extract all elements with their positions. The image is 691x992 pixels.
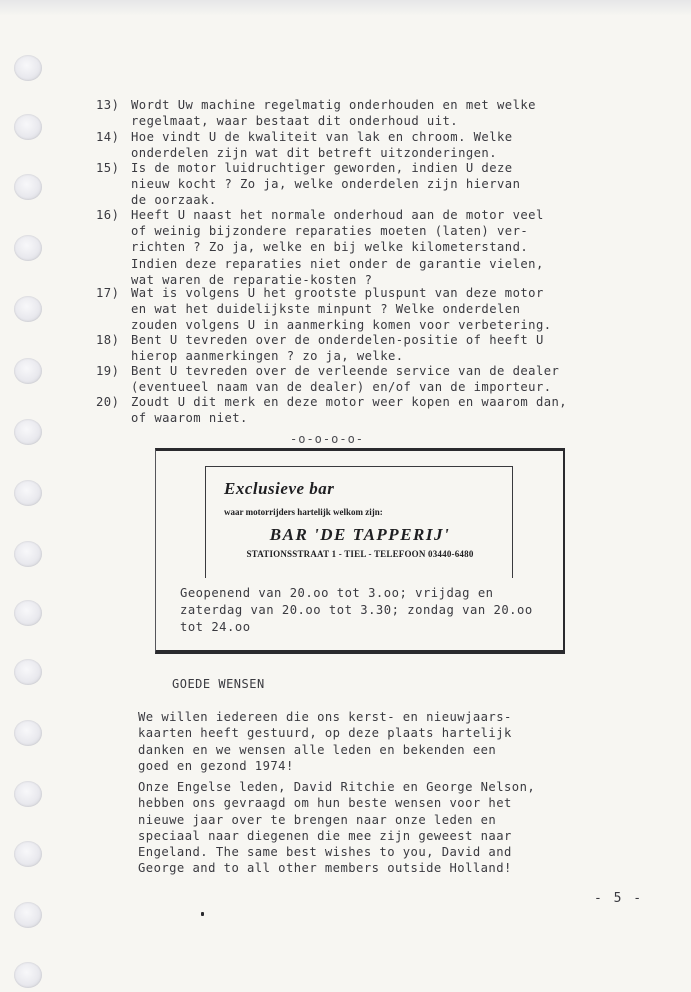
ad-opening-hours: Geopenend van 20.oo tot 3.oo; vrijdag en zaterdag van 20.oo tot 3.30; zondag van 20.oo tot 24.oo [180,586,533,634]
page-top-edge [0,0,691,16]
question-number: 15) [96,161,120,175]
question-number: 16) [96,208,120,222]
binder-hole [14,902,42,928]
question-item [96,394,636,426]
binder-hole [14,600,42,626]
question-number: 17) [96,286,120,300]
question-text: Bent U tevreden over de onderdelen-positie of heeft U hierop aanmerkingen ? zo ja, welke. [131,333,544,364]
ad-address: STATIONSSTRAAT 1 - TIEL - TELEFOON 03440-6480 [246,549,474,559]
question-text: Wat is volgens U het grootste pluspunt van deze motor en wat het duidelijkste minpunt ? Welke onderdelen zouden volgens U in aanmerking komen voor verbetering. [131,286,552,333]
binder-hole [14,541,42,567]
question-number: 13) [96,98,120,112]
question-text: Bent U tevreden over de verleende service van de dealer (eventueel naam van de dealer) en/of van de importeur. [131,364,560,395]
binder-hole [14,419,42,445]
question-text: Zoudt U dit merk en deze motor weer kopen en waarom dan, of waarom niet. [131,395,568,426]
question-text: Wordt Uw machine regelmatig onderhouden en met welke regelmaat, waar bestaat dit onderhoud uit. [131,98,536,129]
question-text: Is de motor luidruchtiger geworden, indien U deze nieuw kocht ? Zo ja, welke onderdelen zijn hiervan de oorzaak. [131,161,521,208]
question-text: Hoe vindt U de kwaliteit van lak en chroom. Welke onderdelen zijn wat dit betreft uitzonderingen. [131,130,513,161]
page-number: - 5 - [594,891,644,906]
binder-hole [14,174,42,200]
ad-title: Exclusieve bar [224,479,335,498]
question-item [96,285,636,334]
section-heading: GOEDE WENSEN [172,677,265,691]
question-item [96,97,636,129]
question-item [96,332,636,364]
ad-subtitle: waar motorrijders hartelijk welkom zijn: [224,507,383,517]
question-item [96,207,636,288]
ink-speck [201,912,204,916]
question-item [96,363,636,395]
binder-hole [14,480,42,506]
question-item [96,129,636,161]
greetings-paragraph: We willen iedereen die ons kerst- en nieuwjaars- kaarten heeft gestuurd, op deze plaats hartelijk danken en we wensen alle leden en bekenden een goed en gezond 1974! [138,710,512,773]
advertisement-clipping [205,466,513,578]
question-item [96,160,636,209]
question-text: Heeft U naast het normale onderhoud aan de motor veel of weinig bijzondere reparaties moeten (laten) ver- richten ? Zo ja, welke en bij welke kilometerstand. Indien deze reparaties niet onder de garantie vielen, wat waren de reparatie-kosten ? [131,208,544,287]
binder-hole [14,296,42,322]
binder-hole [14,55,42,81]
binder-hole [14,235,42,261]
binder-hole [14,114,42,140]
binder-hole [14,781,42,807]
section-divider: -o-o-o-o- [290,432,365,446]
question-number: 19) [96,364,120,378]
binder-hole [14,962,42,988]
question-number: 14) [96,130,120,144]
binder-hole [14,659,42,685]
ad-bar-name: BAR 'DE TAPPERIJ' [269,525,451,544]
binder-hole [14,720,42,746]
binder-hole [14,841,42,867]
question-number: 18) [96,333,120,347]
greetings-paragraph: Onze Engelse leden, David Ritchie en George Nelson, hebben ons gevraagd om hun beste wensen voor het nieuwe jaar over te brengen naar onze leden en speciaal naar diegenen die mee zijn geweest naar Engeland. The same best wishes to you, David and George and to all other members outside Holland! [138,780,536,876]
binder-hole [14,358,42,384]
question-number: 20) [96,395,120,409]
